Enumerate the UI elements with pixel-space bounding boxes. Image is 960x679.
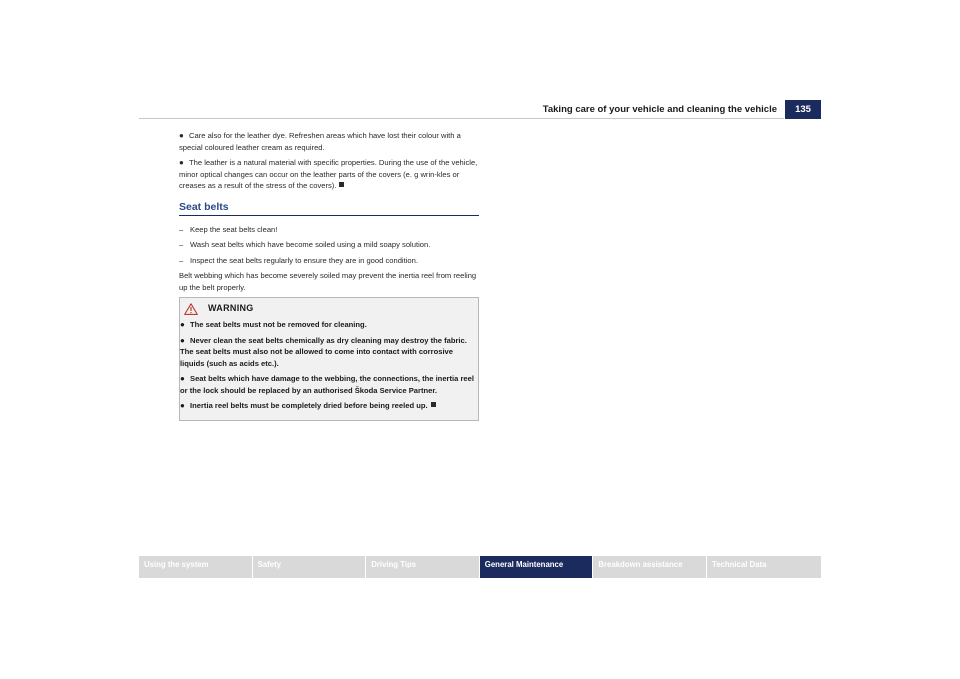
page-number: 135 bbox=[785, 100, 821, 119]
bullet-icon: ● bbox=[180, 335, 185, 345]
warning-item bbox=[180, 319, 478, 331]
intro-bullet bbox=[179, 157, 479, 192]
bullet-icon: ● bbox=[179, 131, 184, 140]
warning-box bbox=[179, 297, 479, 421]
warning-title: WARNING bbox=[208, 303, 254, 314]
dash-icon: – bbox=[179, 255, 184, 265]
step-item bbox=[179, 255, 479, 267]
warning-item bbox=[180, 335, 478, 370]
tab-technical-data[interactable]: Technical Data bbox=[707, 556, 821, 578]
dash-icon: – bbox=[179, 240, 184, 249]
tab-using-the-system[interactable]: Using the system bbox=[139, 556, 253, 578]
tab-breakdown-assistance[interactable]: Breakdown assistance bbox=[593, 556, 707, 578]
end-of-section-icon bbox=[339, 182, 344, 187]
body-paragraph: Belt webbing which has become severely soiled may prevent the inertia reel from reeling up the belt properly. bbox=[179, 271, 477, 292]
intro-bullet-text: The leather is a natural material with specific properties. During the use of the vehicle, minor optical changes can occur on the leather parts of the covers (e. g wrin-kles or creases as a result of the stress of the covers). bbox=[179, 158, 478, 190]
dash-icon: – bbox=[179, 224, 184, 234]
warning-item-text: Seat belts which have damage to the webbing, the connections, the inertia reel or the lock should be replaced by an authorised Škoda Service Partner. bbox=[180, 374, 474, 395]
step-text: Wash seat belts which have become soiled using a mild soapy solution. bbox=[190, 240, 431, 249]
bullet-icon: ● bbox=[179, 158, 184, 167]
section-heading: Seat belts bbox=[179, 200, 479, 216]
step-text: Inspect the seat belts regularly to ensure they are in good condition. bbox=[190, 255, 418, 265]
step-item bbox=[179, 224, 479, 236]
tab-safety[interactable]: Safety bbox=[253, 556, 367, 578]
warning-triangle-icon bbox=[184, 303, 198, 315]
warning-item bbox=[180, 373, 478, 396]
end-of-section-icon bbox=[431, 402, 436, 407]
tab-driving-tips[interactable]: Driving Tips bbox=[366, 556, 480, 578]
tab-general-maintenance[interactable]: General Maintenance bbox=[480, 556, 594, 578]
warning-item bbox=[180, 400, 478, 412]
intro-bullet bbox=[179, 130, 479, 153]
bullet-icon: ● bbox=[180, 401, 185, 410]
warning-item-text: Inertia reel belts must be completely dried before being reeled up. bbox=[190, 401, 428, 410]
header-rule bbox=[139, 118, 784, 119]
warning-header bbox=[180, 302, 478, 316]
chapter-title: Taking care of your vehicle and cleaning the vehicle bbox=[542, 104, 777, 115]
footer-nav bbox=[139, 556, 821, 578]
bullet-icon: ● bbox=[180, 374, 185, 383]
intro-bullet-text: Care also for the leather dye. Refreshen areas which have lost their colour with a special coloured leather cream as required. bbox=[179, 131, 461, 152]
page-header bbox=[139, 100, 821, 119]
step-item bbox=[179, 239, 479, 251]
content-column bbox=[179, 130, 479, 421]
warning-item-text: The seat belts must not be removed for cleaning. bbox=[190, 320, 367, 329]
warning-item-text: Never clean the seat belts chemically as dry cleaning may destroy the fabric. The seat belts must also not be allowed to come into contact with corrosive liquids (such as acids etc.). bbox=[180, 335, 467, 368]
bullet-icon: ● bbox=[180, 320, 185, 329]
step-text: Keep the seat belts clean! bbox=[190, 224, 278, 234]
